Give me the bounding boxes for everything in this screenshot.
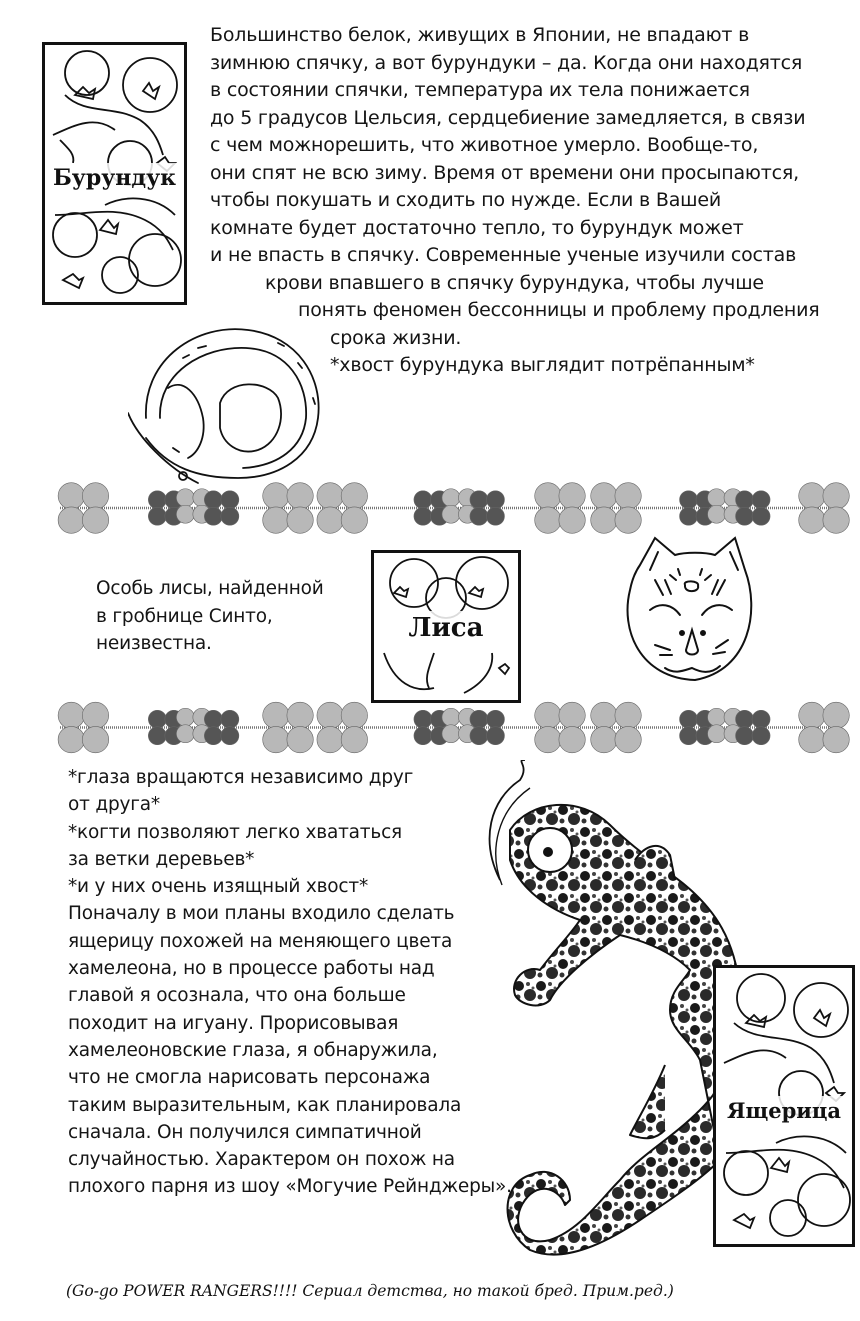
kitsune-mask-illustration	[610, 530, 760, 690]
text-line: Большинство белок, живущих в Японии, не впадают в	[210, 24, 750, 46]
clover-divider-bottom	[40, 700, 850, 755]
text-line: походит на игуану. Прорисовывая	[68, 1012, 399, 1034]
text-line: случайностью. Характером он похож на	[68, 1149, 455, 1171]
text-line: они спят не всю зиму. Время от времени они просыпаются,	[210, 161, 799, 184]
clover-divider-top	[40, 478, 850, 538]
text-line: в состоянии спячки, температура их тела понижается	[210, 79, 750, 101]
text-line: неизвестна.	[96, 633, 212, 654]
text-line: крови впавшего в спячку бурундука, чтобы лучше	[265, 271, 764, 294]
note-line: от друга*	[68, 794, 160, 816]
fox-paragraph	[96, 575, 324, 658]
text-line: понять феномен бессонницы и проблему продления	[298, 299, 820, 321]
clover-dark-icon	[204, 491, 239, 526]
lizard-notes	[68, 764, 512, 1201]
chipmunk-panel-title: Бурундук	[45, 163, 184, 193]
text-line: до 5 градусов Цельсия, сердцебиение замедляется, в связи	[210, 106, 806, 129]
text-line: зимнюю спячку, а вот бурундуки – да. Когда они находятся	[210, 51, 803, 74]
text-line: чтобы покушать и сходить по нужде. Если в Вашей	[210, 189, 721, 211]
fox-title-panel	[371, 550, 521, 703]
note-line: *и у них очень изящный хвост*	[68, 876, 369, 898]
chipmunk-caption: *хвост бурундука выглядит потрёпанным*	[330, 354, 755, 376]
lizard-panel-title: Ящерица	[716, 1096, 852, 1126]
note-line: *глаза вращаются независимо друг	[68, 767, 414, 788]
clover-large-icon	[58, 702, 109, 753]
text-line: хамелеоновские глаза, я обнаружила,	[68, 1039, 438, 1061]
text-line: что не смогла нарисовать персонажа	[68, 1067, 431, 1089]
text-line: комнате будет достаточно тепло, то бурундук может	[210, 216, 744, 239]
text-line: в гробнице Синто,	[96, 605, 273, 627]
chipmunk-title-panel	[42, 42, 187, 305]
text-line: хамелеона, но в процессе работы над	[68, 958, 435, 980]
clover-dark-icon	[470, 710, 505, 745]
text-line: плохого парня из шоу «Могучие Рейнджеры».	[68, 1176, 512, 1198]
sleeping-chipmunk-illustration	[128, 318, 328, 488]
text-line: главой я осознала, что она больше	[68, 985, 406, 1007]
text-line: Особь лисы, найденной	[96, 578, 324, 599]
note-line: *когти позволяют легко хвататься	[68, 821, 402, 843]
fox-panel-title: Лиса	[374, 611, 518, 645]
text-line: срока жизни.	[330, 326, 462, 349]
note-line: за ветки деревьев*	[68, 848, 255, 870]
editor-note: (Go-go POWER RANGERS!!!! Сериал детства, но такой бред. Прим.ред.)	[66, 1282, 674, 1300]
text-line: сначала. Он получился симпатичной	[68, 1121, 422, 1143]
text-line: и не впасть в спячку. Современные ученые изучили состав	[210, 244, 797, 266]
clover-dark-icon	[470, 491, 505, 526]
clover-dark-icon	[204, 710, 239, 745]
text-line: таким выразительным, как планировала	[68, 1094, 462, 1116]
text-line: ящерицу похожей на меняющего цвета	[68, 930, 453, 952]
clover-large-icon	[58, 483, 109, 534]
text-line: Поначалу в мои планы входило сделать	[68, 903, 455, 925]
lizard-title-panel	[713, 965, 855, 1247]
text-line: с чем можнорешить, что животное умерло. Вообще-то,	[210, 134, 759, 156]
